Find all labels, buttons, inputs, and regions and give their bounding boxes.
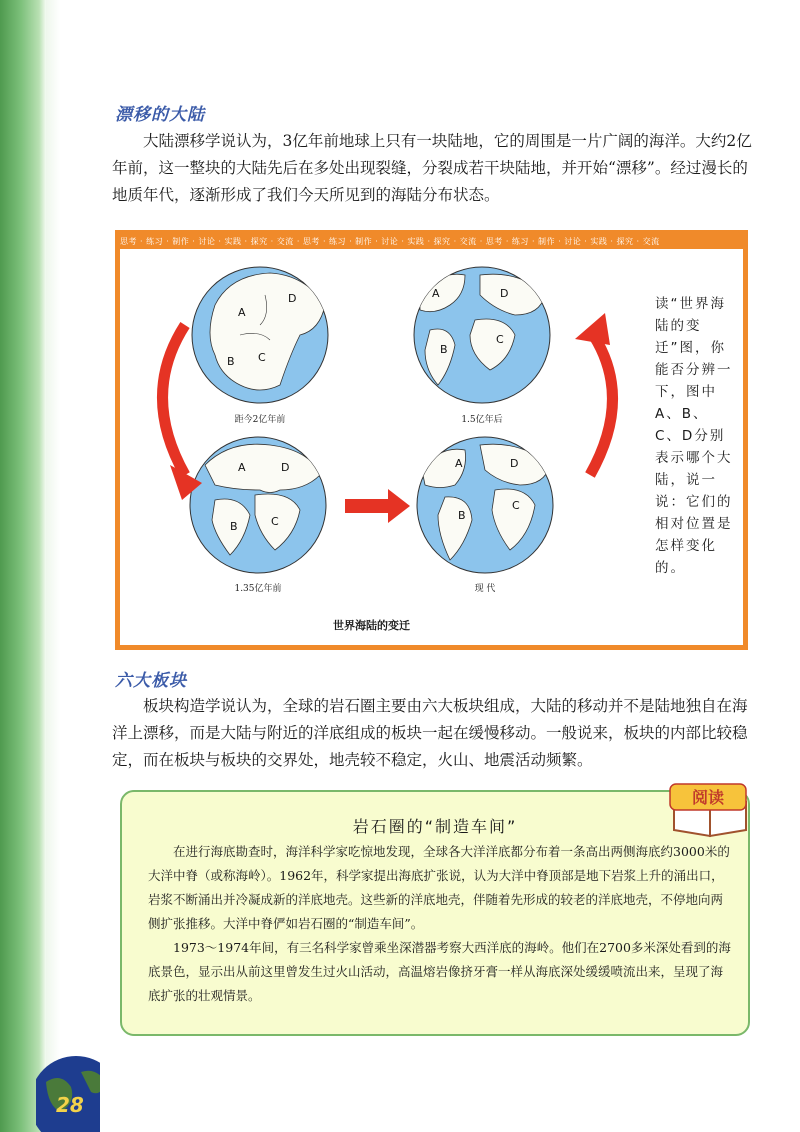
reading-body <box>148 840 734 1008</box>
reading-paragraph-1: 在进行海底勘查时，海洋科学家吃惊地发现，全球各大洋洋底都分布着一条高出两侧海底约3000米的大洋中脊（或称海岭）。1962年，科学家提出海底扩张说，认为大洋中脊顶部是地下岩浆上升的涌出口，岩浆不断涌出并冷凝成新的洋底地壳。这些新的洋底地壳，伴随着先形成的较老的洋底地壳，不停地向两侧扩张推移。大洋中脊俨如岩石圈的“制造车间”。 <box>148 844 730 931</box>
red-arrow-down <box>163 325 186 475</box>
globe2-letter-d: D <box>500 287 509 300</box>
section-paragraph-plate-tectonics: 板块构造学说认为，全球的岩石圈主要由六大板块组成，大陆的移动并不是陆地独自在海洋上漂移，而是大陆与附近的洋底组成的板块一起在缓慢移动。一般说来，板块的内部比较稳定，而在板块与板块的交界处，地壳较不稳定，火山、地震活动频繁。 <box>112 697 748 769</box>
page-spine-fade <box>46 0 60 1132</box>
globe4-letter-d: D <box>510 457 519 470</box>
section-heading-drifting-continents: 漂移的大陆 <box>115 105 205 125</box>
globe-135-million-years-ago <box>190 437 326 573</box>
map-label-150-million: 1.5亿年后 <box>461 415 503 425</box>
globe-present-day <box>417 437 553 573</box>
globe3-letter-d: D <box>281 461 290 474</box>
globe-200-million-years-ago <box>192 267 328 403</box>
globe2-letter-b: B <box>440 343 448 356</box>
globe2-letter-c: C <box>496 333 504 346</box>
red-arrow-right <box>345 499 390 513</box>
page-spine-decoration <box>0 0 46 1132</box>
corner-globe-icon <box>36 1042 100 1132</box>
section-heading-six-plates: 六大板块 <box>115 671 187 691</box>
globe1-letter-d: D <box>288 292 297 305</box>
globe1-letter-c: C <box>258 351 266 364</box>
globe1-letter-b: B <box>227 355 235 368</box>
activity-strip: 思考 · 练习 · 制作 · 讨论 · 实践 · 探究 · 交流 · 思考 · 练习 · 制作 · 讨论 · 实践 · 探究 · 交流 · 思考 · 练习 · 制作 · 讨论 · 实践 · 探究 · 交流 <box>120 235 743 249</box>
figure-caption: 世界海陆的变迁 <box>333 619 410 632</box>
page-number: 28 <box>56 1093 84 1117</box>
map-label-135-million: 1.35亿年前 <box>234 584 282 594</box>
reading-book-icon <box>666 782 756 840</box>
activity-question: 读“世界海陆的变迁”图，你能否分辨一下，图中A、B、C、D分别表示哪个大陆，说一说：它们的相对位置是怎样变化的。 <box>655 296 733 576</box>
map-label-present: 现 代 <box>474 584 496 594</box>
activity-box <box>115 230 748 650</box>
red-arrow-right-head <box>388 489 410 523</box>
globe4-letter-a: A <box>455 457 463 470</box>
globe3-letter-a: A <box>238 461 246 474</box>
red-arrow-up-head <box>575 313 610 345</box>
globe3-letter-b: B <box>230 520 238 533</box>
globe1-letter-a: A <box>238 306 246 319</box>
globe2-letter-a: A <box>432 287 440 300</box>
globe4-letter-b: B <box>458 509 466 522</box>
reading-paragraph-2: 1973～1974年间，有三名科学家曾乘坐深潜器考察大西洋底的海岭。他们在2700多米深处看到的海底景色，显示出从前这里曾发生过火山活动，高温熔岩像挤牙膏一样从海底深处缓缓喷流出来，呈现了海底扩张的壮观情景。 <box>148 940 731 1003</box>
reading-title: 岩石圈的“制造车间” <box>352 817 518 836</box>
map-label-200-million: 距今2亿年前 <box>234 415 286 425</box>
reading-box <box>120 790 750 1036</box>
globe4-letter-c: C <box>512 499 520 512</box>
red-arrow-up <box>590 330 613 475</box>
section-paragraph-continental-drift: 大陆漂移学说认为，3亿年前地球上只有一块陆地，它的周围是一片广阔的海洋。大约2亿年前，这一整块的大陆先后在多处出现裂缝，分裂成若干块陆地，并开始“漂移”。经过漫长的地质年代，逐渐形成了我们今天所见到的海陆分布状态。 <box>112 132 752 204</box>
globe3-letter-c: C <box>271 515 279 528</box>
reading-badge-text: 阅读 <box>691 788 725 807</box>
